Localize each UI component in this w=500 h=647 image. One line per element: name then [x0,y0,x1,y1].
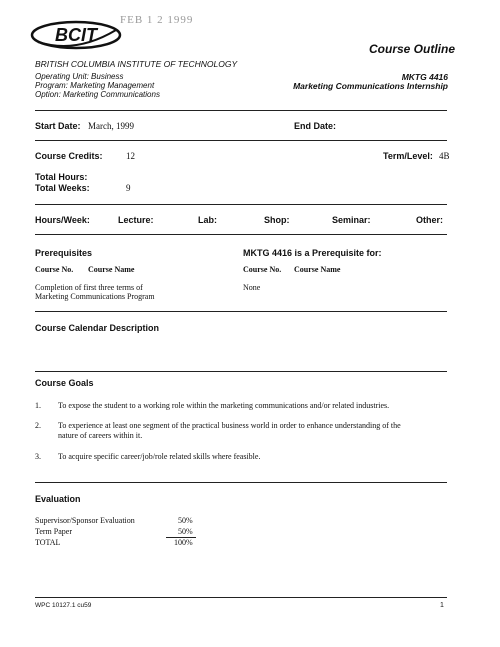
prereq-line-1: Completion of first three terms of [35,283,143,292]
course-credits-value: 12 [126,151,135,161]
bcit-logo [30,18,122,52]
course-name: Marketing Communications Internship [293,81,448,91]
goal-2-text: To experience at least one segment of the practical business world in order to enhance understanding of the [58,421,401,430]
divider [35,311,447,312]
course-code: MKTG 4416 [401,72,448,82]
evaluation-row-label: Term Paper [35,527,72,536]
option: Option: Marketing Communications [35,90,160,99]
total-hours-label: Total Hours: [35,172,88,182]
divider [35,482,447,483]
document-title: Course Outline [369,42,456,56]
evaluation-row-label: Supervisor/Sponsor Evaluation [35,516,135,525]
prereq-for-value: None [243,283,261,292]
evaluation-row-value: 50% [178,527,193,536]
prerequisite-for-heading: MKTG 4416 is a Prerequisite for: [243,248,382,258]
program: Program: Marketing Management [35,81,155,90]
evaluation-heading: Evaluation [35,494,81,504]
evaluation-total-value: 100% [174,538,193,547]
received-date-stamp: FEB 1 2 1999 [120,14,194,26]
hours-week-label: Hours/Week: [35,215,90,225]
prereq-course-no-header: Course No. [35,265,74,274]
divider [35,110,447,111]
svg-text:BCIT: BCIT [55,25,97,45]
goal-1-text: To expose the student to a working role within the marketing communications and/or related industries. [58,401,390,410]
calendar-description-heading: Course Calendar Description [35,323,160,333]
prereq-for-course-no-header: Course No. [243,265,282,274]
goal-3-number: 3. [35,452,41,461]
goal-2-text-continued: nature of careers within it. [58,431,143,440]
end-date-label: End Date: [294,121,337,131]
prereq-for-course-name-header: Course Name [294,265,341,274]
prereq-line-2: Marketing Communications Program [35,292,155,301]
prereq-course-name-header: Course Name [88,265,135,274]
total-weeks-value: 9 [126,183,131,193]
other-label: Other: [416,215,443,225]
start-date-value: March, 1999 [88,121,134,131]
goal-1-number: 1. [35,401,41,410]
divider [35,234,447,235]
operating-unit: Operating Unit: Business [35,72,124,81]
divider [35,371,447,372]
goal-3-text: To acquire specific career/job/role related skills where feasible. [58,452,261,461]
term-level-value: 4B [439,151,450,161]
lab-label: Lab: [198,215,217,225]
prerequisites-heading: Prerequisites [35,248,93,258]
evaluation-row-value: 50% [178,516,193,525]
course-goals-heading: Course Goals [35,378,94,388]
total-weeks-label: Total Weeks: [35,183,90,193]
goal-2-number: 2. [35,421,41,430]
start-date-label: Start Date: [35,121,81,131]
divider [35,204,447,205]
institute-name: BRITISH COLUMBIA INSTITUTE OF TECHNOLOGY [35,59,238,69]
divider [35,140,447,141]
term-level-label: Term/Level: [383,151,433,161]
evaluation-total-label: TOTAL [35,538,61,547]
lecture-label: Lecture: [118,215,154,225]
divider [35,597,447,598]
page-number: 1 [440,602,444,609]
footer-code: WPC 10127.1 cu59 [35,602,92,609]
seminar-label: Seminar: [332,215,371,225]
course-credits-label: Course Credits: [35,151,103,161]
shop-label: Shop: [264,215,290,225]
